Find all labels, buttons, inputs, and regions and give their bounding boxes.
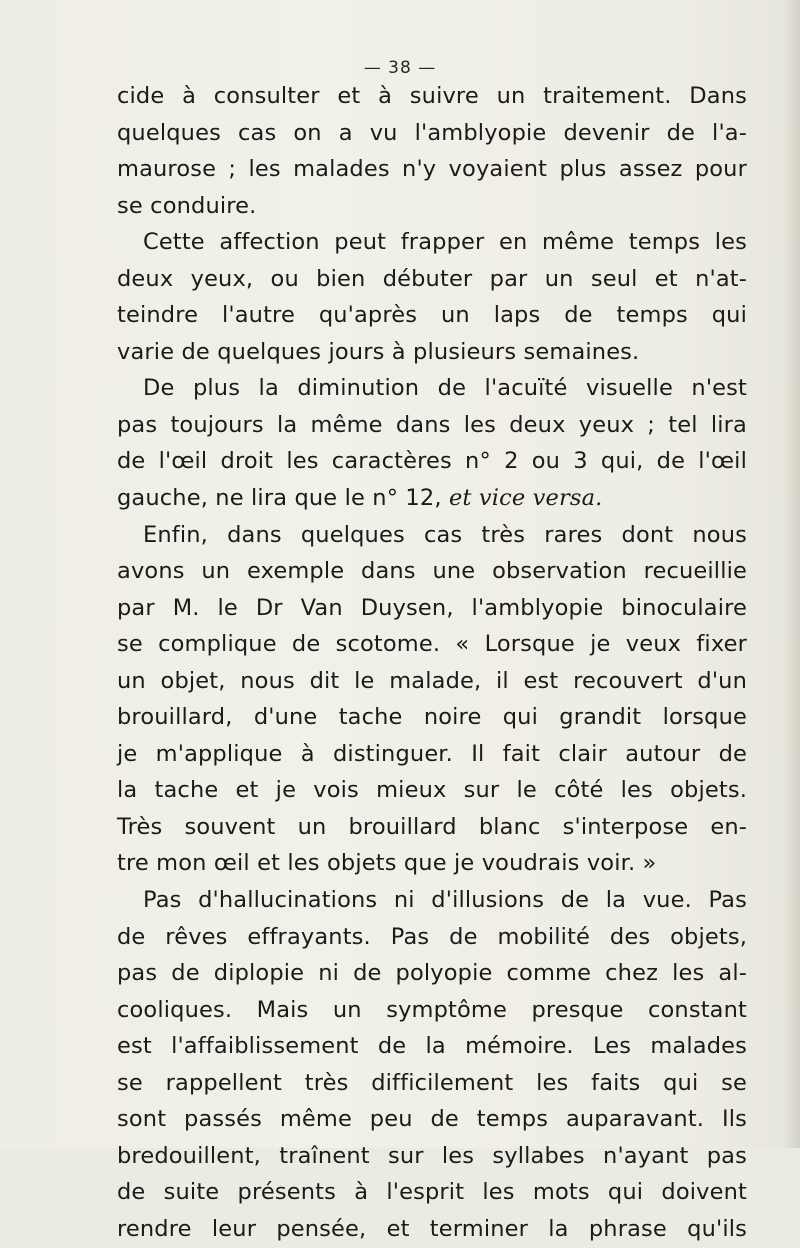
text-line: rendre leur pensée, et terminer la phrase qu'ils (117, 1215, 747, 1242)
text-line: de suite présents à l'esprit les mots qui doivent (117, 1179, 747, 1206)
text-line: tre mon œil et les objets que je voudrais voir. » (117, 850, 657, 877)
text-line: je m'applique à distinguer. Il fait clair autour de (117, 740, 747, 767)
paragraph-start-line: De plus la diminution de l'acuïté visuelle n'est (143, 375, 747, 402)
text-line: varie de quelques jours à plusieurs semaines. (117, 338, 640, 365)
body-text (117, 78, 747, 1248)
text-line-with-italic (117, 480, 747, 517)
text-line: sont passés même peu de temps auparavant. Ils (117, 1106, 747, 1133)
text-line: maurose ; les malades n'y voyaient plus assez pour (117, 156, 747, 183)
text-line: un objet, nous dit le malade, il est recouvert d'un (117, 667, 747, 694)
paragraph-start-line: Cette affection peut frapper en même temps les (143, 229, 747, 256)
text-line: de rêves effrayants. Pas de mobilité des objets, (117, 923, 747, 950)
paragraph-start-line: Enfin, dans quelques cas très rares dont nous (143, 521, 747, 548)
italic-phrase: et vice versa. (448, 485, 603, 512)
text-line: teindre l'autre qu'après un laps de temps qui (117, 302, 747, 329)
text-line: par M. le Dr Van Duysen, l'amblyopie binoculaire (117, 594, 747, 621)
text-line: de l'œil droit les caractères n° 2 ou 3 qui, de l'œil (117, 448, 747, 475)
text-line: cooliques. Mais un symptôme presque constant (117, 996, 747, 1023)
text-line: se conduire. (117, 192, 257, 219)
text-line: bredouillent, traînent sur les syllabes n'ayant pas (117, 1142, 747, 1169)
text-line-start: gauche, ne lira que le n° 12, (117, 485, 442, 512)
text-line: avons un exemple dans une observation recueillie (117, 558, 747, 585)
text-line: brouillard, d'une tache noire qui grandit lorsque (117, 704, 747, 731)
text-line: cide à consulter et à suivre un traitement. Dans (117, 83, 747, 109)
text-line: se rappellent très difficilement les faits qui se (117, 1069, 747, 1096)
text-line: quelques cas on a vu l'amblyopie devenir de l'a- (117, 119, 747, 146)
text-line: se complique de scotome. « Lorsque je veux fixer (117, 631, 747, 658)
text-line: deux yeux, ou bien débuter par un seul et n'at- (117, 265, 747, 292)
text-line: Très souvent un brouillard blanc s'interpose en- (117, 813, 747, 840)
text-line: pas toujours la même dans les deux yeux ; tel lira (117, 411, 747, 438)
page-edge-shadow (782, 0, 800, 1148)
paragraph-start-line: Pas d'hallucinations ni d'illusions de la vue. Pas (143, 887, 747, 914)
text-line: pas de diplopie ni de polyopie comme chez les al- (117, 960, 747, 987)
text-line: la tache et je vois mieux sur le côté les objets. (117, 777, 747, 804)
text-line: est l'affaiblissement de la mémoire. Les malades (117, 1033, 747, 1060)
page-number: — 38 — (363, 58, 437, 78)
